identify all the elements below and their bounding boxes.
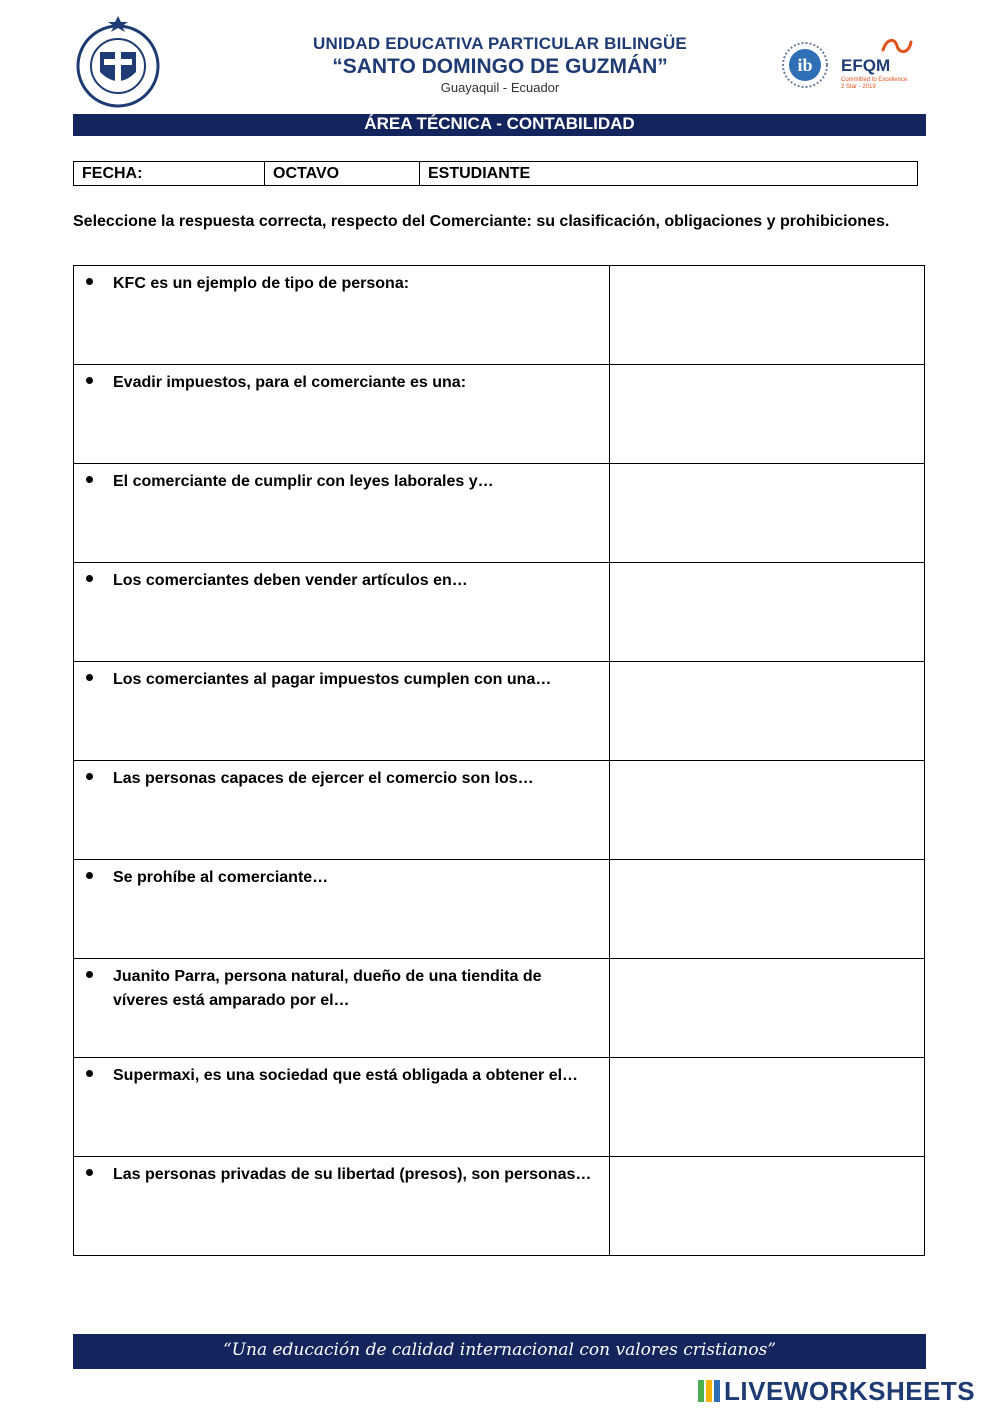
- question-text: Se prohíbe al comerciante…: [113, 869, 329, 886]
- question-row: [74, 860, 925, 959]
- efqm-logo-mark: [875, 36, 917, 58]
- answer-cell[interactable]: [610, 860, 925, 959]
- liveworksheets-watermark: [698, 1376, 975, 1409]
- question-text: Las personas privadas de su libertad (presos), son personas…: [113, 1166, 592, 1183]
- curso-field: OCTAVO: [265, 162, 420, 185]
- question-cell: [74, 464, 610, 563]
- question-cell: [74, 761, 610, 860]
- efqm-committed-text: [841, 77, 907, 91]
- instruction-text: Seleccione la respuesta correcta, respecto del Comerciante: su clasificación, obligaciones y prohibiciones.: [73, 213, 890, 230]
- school-location: Guayaquil - Ecuador: [440, 80, 560, 95]
- school-crest-logo: [72, 14, 164, 110]
- questions-table: [73, 265, 925, 1256]
- ib-logo: [780, 40, 830, 90]
- question-cell: [74, 860, 610, 959]
- bullet-icon: [86, 872, 93, 879]
- answer-cell[interactable]: [610, 761, 925, 860]
- fecha-field[interactable]: FECHA:: [74, 162, 265, 185]
- question-text: Las personas capaces de ejercer el comercio son los…: [113, 770, 534, 787]
- question-cell: [74, 1058, 610, 1157]
- question-text: KFC es un ejemplo de tipo de persona:: [113, 275, 410, 292]
- question-row: [74, 365, 925, 464]
- answer-cell[interactable]: [610, 464, 925, 563]
- bullet-icon: [86, 674, 93, 681]
- answer-cell[interactable]: [610, 1058, 925, 1157]
- ib-logo-text: ib: [797, 55, 813, 75]
- answer-cell[interactable]: [610, 1157, 925, 1256]
- footer-motto: “Una educación de calidad internacional con valores cristianos”: [73, 1334, 926, 1369]
- question-cell: [74, 563, 610, 662]
- bullet-icon: [86, 773, 93, 780]
- answer-cell[interactable]: [610, 662, 925, 761]
- bullet-icon: [86, 476, 93, 483]
- answer-cell[interactable]: [610, 563, 925, 662]
- student-info-row: [73, 161, 918, 186]
- bullet-icon: [86, 377, 93, 384]
- liveworksheets-text: LIVEWORKSHEETS: [724, 1376, 976, 1406]
- question-row: [74, 266, 925, 365]
- question-cell: [74, 1157, 610, 1256]
- bullet-icon: [86, 575, 93, 582]
- school-name-line2: “SANTO DOMINGO DE GUZMÁN”: [332, 55, 668, 78]
- question-cell: [74, 365, 610, 464]
- answer-cell[interactable]: [610, 266, 925, 365]
- liveworksheets-icon: [698, 1378, 720, 1409]
- school-name-line1: UNIDAD EDUCATIVA PARTICULAR BILINGÜE: [313, 34, 687, 53]
- estudiante-field[interactable]: ESTUDIANTE: [428, 165, 531, 182]
- bullet-icon: [86, 1169, 93, 1176]
- efqm-logo-text: EFQM: [841, 56, 891, 75]
- question-row: [74, 761, 925, 860]
- efqm-sub-line2: 2 Star - 2019: [841, 84, 876, 90]
- bullet-icon: [86, 278, 93, 285]
- question-cell: [74, 662, 610, 761]
- answer-cell[interactable]: [610, 959, 925, 1058]
- question-row: [74, 959, 925, 1058]
- question-row: [74, 662, 925, 761]
- question-text: Los comerciantes deben vender artículos en…: [113, 572, 468, 589]
- bullet-icon: [86, 971, 93, 978]
- question-cell: [74, 959, 610, 1058]
- question-row: [74, 563, 925, 662]
- answer-cell[interactable]: [610, 365, 925, 464]
- question-text: Evadir impuestos, para el comerciante es una:: [113, 374, 467, 391]
- efqm-sub-line1: Committed to Excellence: [841, 77, 908, 83]
- question-text: El comerciante de cumplir con leyes laborales y…: [113, 473, 494, 490]
- question-cell: [74, 266, 610, 365]
- question-row: [74, 464, 925, 563]
- question-text: Juanito Parra, persona natural, dueño de una tiendita de víveres está amparado por el…: [113, 968, 542, 1009]
- question-row: [74, 1157, 925, 1256]
- question-text: Supermaxi, es una sociedad que está obligada a obtener el…: [113, 1067, 579, 1084]
- question-text: Los comerciantes al pagar impuestos cumplen con una…: [113, 671, 552, 688]
- area-title-bar: ÁREA TÉCNICA - CONTABILIDAD: [73, 114, 926, 136]
- bullet-icon: [86, 1070, 93, 1077]
- question-row: [74, 1058, 925, 1157]
